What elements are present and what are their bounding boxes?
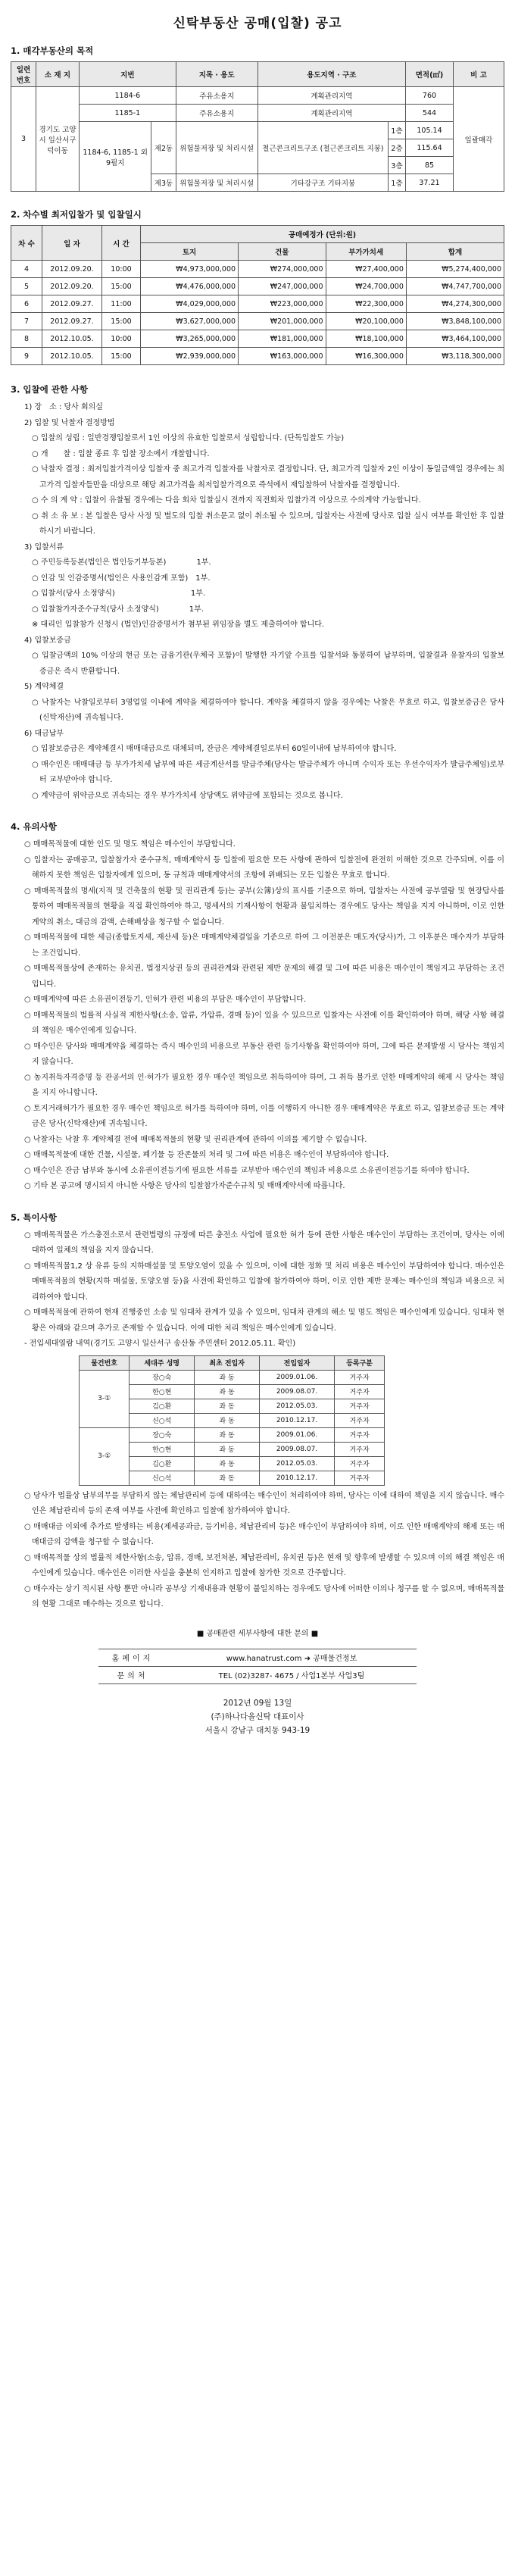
cell-floor-2: 2층 (389, 139, 406, 157)
notice-item: ○ 매매목적물의 법률적 사실적 제한사항(소송, 압류, 가압류, 경매 등)이 있을 수 있으므로 입찰자는 사전에 이를 확인하여야 하며, 해당 사항 해결의 책임은 매수인에게 있습니다. (24, 1011, 504, 1035)
resident-cell: 장○숙 (130, 1427, 195, 1442)
notice-item: ○ 매매목적물에 대한 세금(종합토지세, 재산세 등)은 매매계약체결일을 기준으로 하여 그 이전분은 매도자(당사)가, 그 이후분은 매수자가 부담하는 조건입니다. (24, 933, 504, 958)
cell-use-2: 주유소용지 (176, 105, 258, 122)
homepage-row (98, 1649, 417, 1667)
s3-method: 2) 입찰 및 낙찰자 결정방법 (24, 418, 115, 427)
schedule-row (11, 348, 504, 365)
schedule-cell: 7 (11, 313, 42, 330)
resident-cell: 2010.12.17. (260, 1471, 335, 1485)
schedule-cell: ₩5,274,400,000 (406, 261, 504, 278)
resident-cell: 2010.12.17. (260, 1413, 335, 1427)
col-use: 지목 · 용도 (176, 62, 258, 87)
resident-cell: 2012.05.03. (260, 1456, 335, 1471)
schedule-cell: 2012.09.27. (42, 295, 102, 313)
s3-b4: ○ 수 의 계 약 : 입찰이 유찰될 경우에는 다음 회차 입찰실시 전까지 직전회차 입찰가격 이상으로 수의계약 가능합니다. (32, 496, 421, 505)
cell-area-2: 544 (406, 105, 454, 122)
resident-cell: 장○숙 (130, 1370, 195, 1384)
s3-b1: ○ 입찰의 성립 : 일반경쟁입찰로서 1인 이상의 유효한 입찰로서 성립합니다. (단독입찰도 가능) (32, 434, 345, 442)
schedule-cell: ₩27,400,000 (326, 261, 406, 278)
resident-cell: 2009.01.06. (260, 1370, 335, 1384)
s3-e1: ○ 입찰금액의 10% 이상의 현금 또는 금융기관(우체국 포함)이 발행한 자기앞 수표를 입찰서와 동봉하여 납부하며, 입찰결과 유찰자의 입찰보증금은 즉시 반환합니다. (32, 652, 504, 676)
resident-cell: 김○환 (130, 1456, 195, 1471)
resident-cell: 좌 동 (195, 1456, 260, 1471)
schedule-cell: ₩4,476,000,000 (141, 278, 239, 295)
schedule-cell: ₩3,848,100,000 (406, 313, 504, 330)
schedule-row (11, 295, 504, 313)
schedule-cell: ₩181,000,000 (239, 330, 326, 348)
cell-lot-3 (80, 122, 151, 192)
schedule-cell: 4 (11, 261, 42, 278)
s3-b3: ○ 낙찰자 결정 : 최저입찰가격이상 입찰자 중 최고가격 입찰자를 낙찰자로 결정합니다. 단, 최고가격 입찰자 2인 이상이 동일금액일 경우에는 최고가격 입찰자들만을 대상으로 해당 최고가격을 최저입찰가격으로 즉석에서 재입찰하여 낙찰자를 결정합니다. (32, 465, 504, 489)
schedule-cell: ₩201,000,000 (239, 313, 326, 330)
col-price: 공매예정가 (단위:원) (141, 226, 504, 243)
notice-item: ○ 당사가 법률상 납부의무를 부담하지 않는 체납관리비 등에 대하여는 매수인이 처리하여야 하며, 당사는 이에 대하여 책임을 지지 않습니다. 매수인은 체납관리비 등의 존재 여부를 사전에 확인하고 입찰에 참가하여야 합니다. (24, 1491, 504, 1515)
s3-d2: ○ 인감 및 인감증명서(법인은 사용인감계 포함) 1부. (32, 574, 211, 583)
schedule-row (11, 261, 504, 278)
cell-area-4: 115.64 (406, 139, 454, 157)
cell-area-5: 85 (406, 157, 454, 174)
cell-address: 경기도 고양시 일산서구 덕이동 (36, 87, 80, 192)
cell-structure-1: 철근콘크리트구조 (철근콘크리트 지붕) (258, 122, 388, 174)
inquiry-heading: ■ 공매관련 세부사항에 대한 문의 ■ (196, 1629, 319, 1638)
property-table (11, 61, 504, 192)
company-name: (주)하나다올신탁 대표이사 (211, 1712, 304, 1721)
col-lot: 지번 (80, 62, 176, 87)
resident-cell: 거주자 (334, 1413, 384, 1427)
col-total: 합계 (406, 243, 504, 261)
resident-cell: 2009.08.07. (260, 1384, 335, 1399)
schedule-cell: ₩274,000,000 (239, 261, 326, 278)
schedule-cell: 8 (11, 330, 42, 348)
schedule-cell: 2012.09.20. (42, 261, 102, 278)
schedule-cell: ₩4,747,700,000 (406, 278, 504, 295)
resident-cell: 신○석 (130, 1471, 195, 1485)
cell-use-4: 위험물저장 및 처리시설 (176, 174, 258, 192)
schedule-cell: ₩163,000,000 (239, 348, 326, 365)
col-area: 면적(㎡) (406, 62, 454, 87)
page-title: 신탁부동산 공매(입찰) 공고 (173, 16, 342, 31)
notice-item: ○ 매매목적물에 관하여 현재 진행중인 소송 및 임대차 관계가 있을 수 있으며, 임대차 관계의 해소 및 명도 책임은 매수인에게 있습니다. 임대차 현황은 아래와 같으며 추가로 존재할 수 있습니다. 이에 대한 처리 책임은 매수인에게 있습니다. (24, 1308, 504, 1333)
schedule-cell: ₩18,100,000 (326, 330, 406, 348)
cell-lot-1: 1184-6 (80, 87, 176, 105)
resident-cell: 거주자 (334, 1399, 384, 1413)
schedule-cell: 2012.09.20. (42, 278, 102, 295)
footer-block (11, 1696, 504, 1737)
schedule-cell: ₩24,700,000 (326, 278, 406, 295)
notice-item: ○ 매매목적물에 대한 건물, 시설물, 폐기물 등 잔존물의 처리 및 그에 따른 비용은 매수인이 부담하여야 합니다. (24, 1151, 389, 1159)
s3-payment: 6) 대금납부 (24, 729, 64, 738)
col-type: 등록구분 (334, 1355, 384, 1370)
resident-cell: 한○현 (130, 1442, 195, 1456)
s3-b5: ○ 취 소 유 보 : 본 입찰은 당사 사정 및 별도의 입찰 취소문고 없이 취소될 수 있으며, 입찰자는 사전에 당사로 입찰 실시 여부를 확인한 후 입찰하시기 바랍니다. (32, 511, 504, 536)
schedule-cell: ₩223,000,000 (239, 295, 326, 313)
schedule-table (11, 225, 504, 365)
s3-place: 1) 장 소 : 당사 회의실 (24, 403, 103, 411)
resident-cell: 좌 동 (195, 1413, 260, 1427)
notice-item: ○ 토지거래허가가 필요한 경우 매수인 책임으로 허가를 득하여야 하며, 이를 이행하지 아니한 경우 매매계약은 무효로 하고, 입찰보증금 또는 계약금은 당사(신탁재산)에 귀속됩니다. (24, 1104, 504, 1128)
schedule-cell: ₩20,100,000 (326, 313, 406, 330)
cell-structure-2: 기타강구조 기타지붕 (258, 174, 388, 192)
schedule-cell: 15:00 (102, 313, 141, 330)
resident-cell: 거주자 (334, 1456, 384, 1471)
resident-cell: 2009.08.07. (260, 1442, 335, 1456)
schedule-cell: 10:00 (102, 330, 141, 348)
schedule-cell: 15:00 (102, 348, 141, 365)
col-round: 차 수 (11, 226, 42, 261)
notice-item: ○ 매매목적물의 명세(지적 및 건축물의 현황 및 권리관계 등)는 공부(公簿)상의 표시를 기준으로 하며, 입찰자는 사전에 공부열람 및 현장답사를 통하여 매매목적물의 현황을 직접 확인하여야 하고, 명세서의 기재사항이 현황과 불일치하는 경우에도 당사는 책임을 지지 아니하며, 이로 인한 계약의 취소, 대금의 감액, 손해배상을 청구할 수 없습니다. (24, 886, 504, 927)
notice-item: ○ 매매대금 이외에 추가로 발생하는 비용(제세공과금, 등기비용, 체납관리비 등)은 매수인이 부담하여야 하며, 이로 인한 매매계약의 해제 또는 매매대금의 감액을 청구할 수 없습니다. (24, 1522, 504, 1546)
resident-cell: 2012.05.03. (260, 1399, 335, 1413)
section-5-body (21, 1228, 504, 1352)
col-zone: 용도지역 · 구조 (258, 62, 405, 87)
notice-item: ○ 낙찰자는 낙찰 후 계약체결 전에 매매목적물의 현황 및 권리관계에 관하여 이의를 제기할 수 없습니다. (24, 1135, 367, 1144)
schedule-cell: 9 (11, 348, 42, 365)
col-location: 소 재 지 (36, 62, 80, 87)
resident-cell: 거주자 (334, 1442, 384, 1456)
section-3-body (21, 400, 504, 804)
cell-floor-3: 3층 (389, 157, 406, 174)
resident-cell: 거주자 (334, 1384, 384, 1399)
s3-e2: ○ 낙찰자는 낙찰일로부터 3영업일 이내에 계약을 체결하여야 합니다. 계약을 체결하지 않을 경우에는 낙찰은 무효로 하고, 입찰보증금은 당사(신탁재산)에 귀속됩니다. (32, 698, 504, 722)
resident-cell: 한○현 (130, 1384, 195, 1399)
notice-item: ○ 매매목적물 상의 법률적 제한사항(소송, 압류, 경매, 보전처분, 체납관리비, 유치권 등)은 현재 및 향후에 발생할 수 있으며 이의 해결 책임은 매수인에게 있습니다. 매수인은 이러한 사실을 충분히 인지하고 입찰에 참가한 것으로 간주합니다. (24, 1553, 504, 1577)
cell-use-3: 위험물저장 및 처리시설 (176, 122, 258, 174)
company-address: 서울시 강남구 대치동 943-19 (204, 1725, 311, 1735)
s3-e4: ○ 매수인은 매매대금 등 부가가치세 납부에 따른 세금계산서를 발급주체(당사는 발급주체가 아니며 수익자 또는 우선수익자가 발급주체임)로부터 교부받아야 합니다. (32, 760, 504, 784)
schedule-cell: 11:00 (102, 295, 141, 313)
schedule-cell: ₩4,973,000,000 (141, 261, 239, 278)
notice-item: ○ 매매목적물은 가스충전소로서 관련법령의 규정에 따른 충전소 사업에 필요한 허가 등에 관한 사항은 매수인이 부담하는 조건이며, 당사는 이에 대하여 일체의 책임을 지지 않습니다. (24, 1230, 504, 1255)
s3-contract: 5) 계약체결 (24, 683, 64, 691)
resident-cell: 좌 동 (195, 1442, 260, 1456)
col-no: 일련번호 (11, 62, 36, 87)
section-1-heading: 1. 매각부동산의 목적 (11, 45, 94, 56)
section-4-body (21, 837, 504, 1195)
schedule-cell: 5 (11, 278, 42, 295)
inquiry-box (98, 1649, 417, 1684)
schedule-cell: ₩2,939,000,000 (141, 348, 239, 365)
schedule-cell: ₩247,000,000 (239, 278, 326, 295)
col-first: 최초 전입자 (195, 1355, 260, 1370)
contact-value: TEL (02)3287- 4675 / 사업1본부 사업3팀 (218, 1672, 365, 1680)
cell-floor-4: 1층 (389, 174, 406, 192)
notice-item: ○ 매매목적물상에 존재하는 유치권, 법정지상권 등의 권리관계와 관련된 제반 문제의 해결 및 그에 따른 비용은 매수인이 책임지고 부담하는 조건입니다. (24, 964, 504, 989)
schedule-cell: ₩16,300,000 (326, 348, 406, 365)
resident-cell: 좌 동 (195, 1399, 260, 1413)
cell-bldg-2: 제3동 (151, 174, 176, 192)
notice-item: - 전입세대열람 내역(경기도 고양시 일산서구 송산동 주민센터 2012.05.11. 확인) (24, 1340, 296, 1348)
s3-deposit: 4) 입찰보증금 (24, 636, 71, 645)
s3-d1: ○ 주민등록등본(법인은 법인등기부등본) 1부. (32, 558, 211, 567)
notice-item: ○ 입찰자는 공매공고, 입찰참가자 준수규칙, 매매계약서 등 입찰에 필요한 모든 사항에 관하여 입찰전에 완전히 이해한 것으로 간주되며, 이를 이해하지 못한 책임은 입찰자에게 있으며, 동 규칙과 매매계약서의 조항에 위배되는 모든 입찰은 무효로 합니다. (24, 855, 504, 880)
cell-lot-3-sub: 9필지 (105, 158, 125, 167)
notice-item: ○ 매수인은 잔금 납부와 동시에 소유권이전등기에 필요한 서류를 교부받아 매수인의 책임과 비용으로 소유권이전등기를 하여야 합니다. (24, 1166, 470, 1175)
notice-item: ○ 매수인은 당사와 매매계약을 체결하는 즉시 매수인의 비용으로 부동산 관련 등기사항을 확인하여야 하며, 그에 따른 문제발생 시 당사는 책임지지 않습니다. (24, 1042, 504, 1066)
cell-lot-3-text: 1184-6, 1185-1 외 (83, 148, 148, 157)
col-move-date: 전입일자 (260, 1355, 335, 1370)
resident-row (80, 1370, 385, 1384)
resident-cell: 좌 동 (195, 1471, 260, 1485)
cell-area-3: 105.14 (406, 122, 454, 139)
contact-label: 문의처 (117, 1672, 148, 1680)
schedule-cell: ₩22,300,000 (326, 295, 406, 313)
notice-item: ○ 농지취득자격증명 등 관공서의 인·허가가 필요한 경우 매수인 책임으로 취득하여야 하며, 그 취득 불가로 인한 매매계약의 해제 시 당사는 책임을 지지 아니합니다. (24, 1073, 504, 1097)
schedule-cell: ₩3,118,300,000 (406, 348, 504, 365)
col-date: 일 자 (42, 226, 102, 261)
cell-no: 3 (11, 87, 36, 192)
resident-cell: 좌 동 (195, 1427, 260, 1442)
col-vat: 부가가치세 (326, 243, 406, 261)
section-3-heading: 3. 입찰에 관한 사항 (11, 384, 89, 395)
schedule-cell: 2012.10.05. (42, 348, 102, 365)
schedule-cell: 2012.09.27. (42, 313, 102, 330)
resident-cell: 신○석 (130, 1413, 195, 1427)
col-remark: 비 고 (454, 62, 504, 87)
s3-e5: ○ 계약금이 위약금으로 귀속되는 경우 부가가치세 상당액도 위약금에 포함되는 것으로 봅니다. (32, 791, 343, 800)
notice-item: ○ 매매계약에 따른 소유권이전등기, 인허가 관련 비용의 부담은 매수인이 부담합니다. (24, 996, 307, 1004)
schedule-row (11, 313, 504, 330)
resident-cell: 2009.01.06. (260, 1427, 335, 1442)
resident-cell: 김○환 (130, 1399, 195, 1413)
schedule-cell: 2012.10.05. (42, 330, 102, 348)
s3-e3: ○ 입찰보증금은 계약체결시 매매대금으로 대체되며, 잔금은 계약체결일로부터 60일이내에 납부하여야 합니다. (32, 745, 397, 753)
s3-b2: ○ 개 찰 : 입찰 종료 후 입찰 장소에서 개찰합니다. (32, 449, 210, 458)
notice-item: ○ 기타 본 공고에 명시되지 아니한 사항은 당사의 입찰참가자준수규칙 및 매매계약서에 따릅니다. (24, 1182, 345, 1190)
section-4-heading: 4. 유의사항 (11, 821, 57, 832)
schedule-cell: 10:00 (102, 261, 141, 278)
schedule-row (11, 278, 504, 295)
homepage-label: 홈페이지 (111, 1655, 154, 1663)
resident-row (80, 1427, 385, 1442)
notice-item: ○ 매수자는 상기 적시된 사항 뿐만 아니라 공부상 기재내용과 현황이 불일치하는 경우에도 당사에 어떠한 이의나 청구를 할 수 없으며, 매매목적물의 현황 그대로 매수하는 것으로 합니다. (24, 1584, 504, 1608)
notice-page (11, 8, 504, 1737)
schedule-cell: ₩3,627,000,000 (141, 313, 239, 330)
cell-remark: 일괄매각 (454, 87, 504, 192)
notice-date: 2012년 09월 13일 (223, 1698, 292, 1708)
cell-zone-2: 계획관리지역 (258, 105, 405, 122)
resident-item-no: 3-① (80, 1370, 130, 1427)
cell-area-6: 37.21 (406, 174, 454, 192)
cell-use-1: 주유소용지 (176, 87, 258, 105)
schedule-cell: ₩3,464,100,000 (406, 330, 504, 348)
s3-d5: ※ 대리인 입찰참가 신청시 (법인)인감증명서가 첨부된 위임장을 별도 제출하여야 합니다. (32, 621, 325, 629)
s3-docs: 3) 입찰서류 (24, 542, 64, 552)
section-5-heading: 5. 특이사항 (11, 1211, 57, 1223)
cell-floor-1: 1층 (389, 122, 406, 139)
schedule-cell: ₩4,029,000,000 (141, 295, 239, 313)
schedule-row (11, 330, 504, 348)
schedule-cell: ₩4,274,300,000 (406, 295, 504, 313)
s3-d4: ○ 입찰참가자준수규칙(당사 소정양식) 1부. (32, 605, 204, 614)
resident-cell: 거주자 (334, 1370, 384, 1384)
homepage-link[interactable]: www.hanatrust.com ➜ 공매물건정보 (226, 1655, 357, 1663)
resident-table (79, 1355, 385, 1486)
notice-item: ○ 매매목적물1,2 상 유류 등의 지하매설물 및 토양오염이 있을 수 있으며, 이에 대한 정화 및 처리 비용은 매수인이 부담하여야 합니다. 매수인은 매매목적물의 현황(지하 매설물, 토양오염 등)을 사전에 확인하고 입찰에 참가하여야 하며, 이로 인한 제반 문제는 매수인의 책임과 비용으로 처리하여야 합니다. (24, 1261, 504, 1302)
section-5-body-2 (21, 1489, 504, 1613)
cell-lot-2: 1185-1 (80, 105, 176, 122)
resident-item-no: 3-① (80, 1427, 130, 1485)
cell-zone-1: 계획관리지역 (258, 87, 405, 105)
schedule-cell: 6 (11, 295, 42, 313)
schedule-cell: 15:00 (102, 278, 141, 295)
cell-bldg-1: 제2동 (151, 122, 176, 174)
col-land: 토지 (141, 243, 239, 261)
s3-d3: ○ 입찰서(당사 소정양식) 1부. (32, 589, 206, 598)
col-head: 세대주 성명 (130, 1355, 195, 1370)
resident-cell: 거주자 (334, 1427, 384, 1442)
schedule-cell: ₩3,265,000,000 (141, 330, 239, 348)
contact-row (98, 1667, 417, 1684)
section-2-heading: 2. 차수별 최저입찰가 및 입찰일시 (11, 209, 142, 220)
col-item-no: 물건번호 (80, 1355, 130, 1370)
col-time: 시 간 (102, 226, 141, 261)
resident-cell: 좌 동 (195, 1370, 260, 1384)
notice-item: ○ 매매목적물에 대한 인도 및 명도 책임은 매수인이 부담합니다. (24, 840, 236, 849)
cell-area-1: 760 (406, 87, 454, 105)
col-building: 건물 (239, 243, 326, 261)
resident-cell: 좌 동 (195, 1384, 260, 1399)
resident-cell: 거주자 (334, 1471, 384, 1485)
